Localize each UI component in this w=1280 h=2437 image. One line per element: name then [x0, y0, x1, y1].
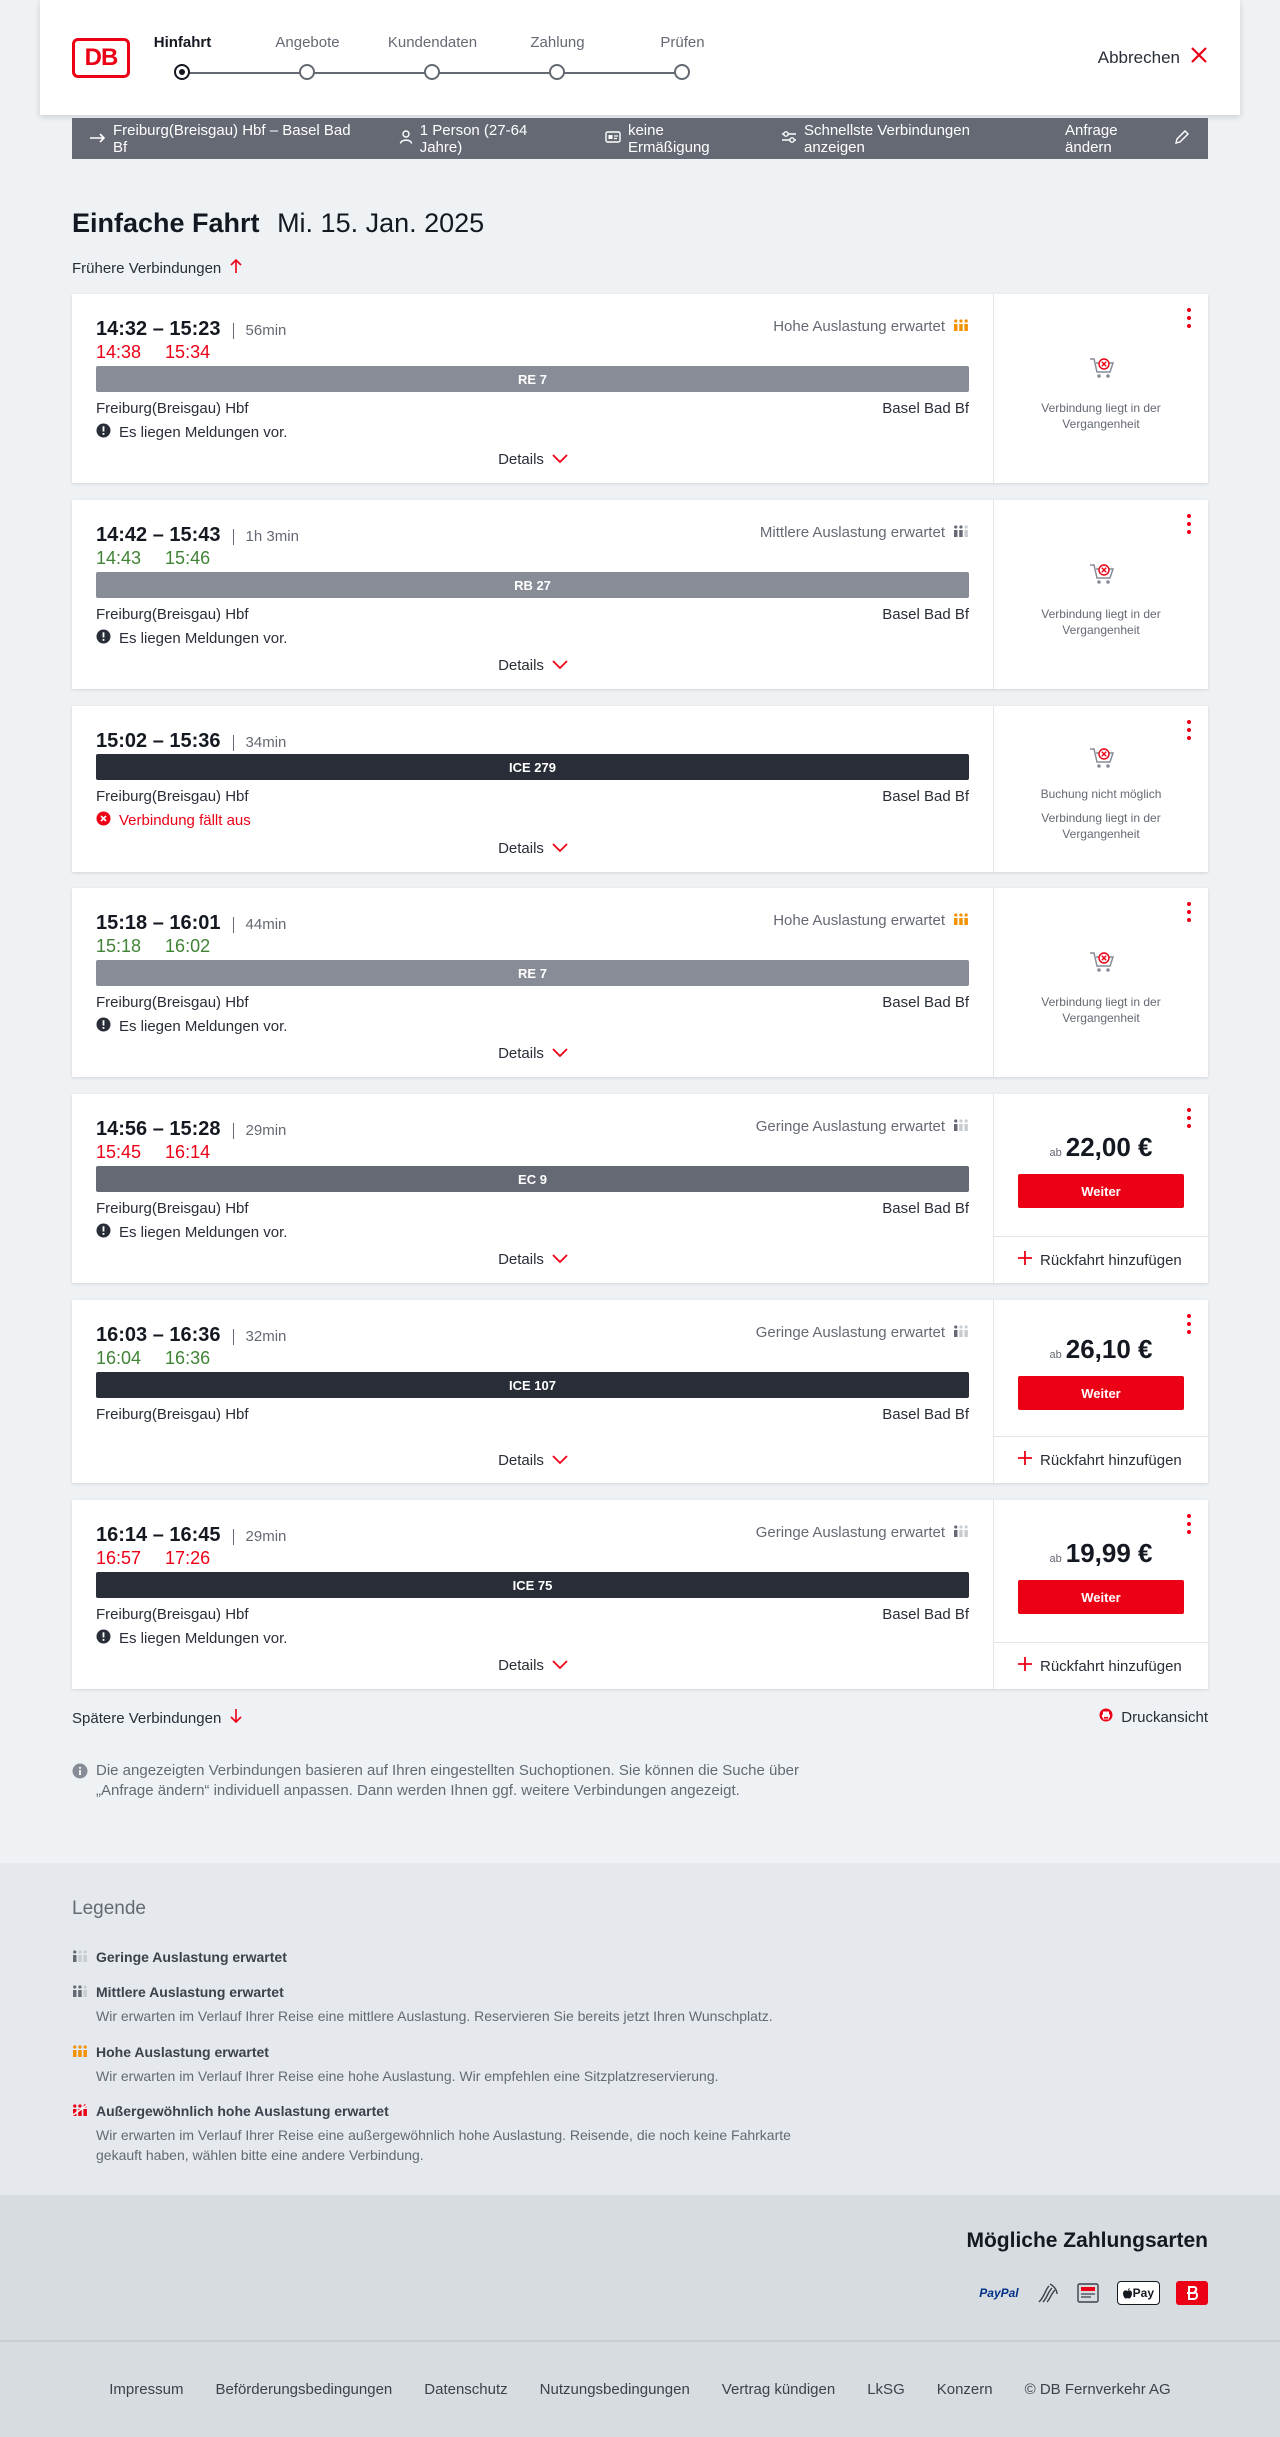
continue-button[interactable]: Weiter	[1018, 1580, 1184, 1614]
connection-message	[96, 629, 287, 648]
occupancy-text: Mittlere Auslastung erwartet	[759, 524, 945, 541]
add-return-label: Rückfahrt hinzufügen	[1040, 1657, 1182, 1675]
realtime-departure: 16:57	[96, 1548, 142, 1568]
connection-message	[96, 423, 287, 442]
contactless-payment-icon	[1035, 2281, 1059, 2305]
connection-card	[72, 1500, 1208, 1689]
step-hinfahrt: Hinfahrt	[153, 34, 212, 51]
legend-item	[72, 2044, 836, 2086]
occupancy-high-icon	[953, 318, 969, 335]
realtime-times	[96, 1548, 210, 1569]
connection-times	[96, 1324, 286, 1347]
message-text: Es liegen Meldungen vor.	[119, 1630, 288, 1647]
connection-message	[96, 1017, 287, 1036]
offer-panel	[994, 294, 1208, 483]
occupancy-extreme-icon	[72, 2103, 88, 2119]
realtime-arrival: 16:02	[165, 936, 211, 956]
arrival-station: Basel Bad Bf	[882, 400, 969, 417]
paypal-label: PayPal	[979, 2286, 1019, 2300]
planned-times: 16:03 – 16:36	[96, 1324, 221, 1346]
realtime-arrival: 16:36	[165, 1348, 211, 1368]
departure-station: Freiburg(Breisgau) Hbf	[96, 788, 249, 805]
details-label: Details	[498, 1251, 544, 1268]
details-toggle[interactable]	[72, 657, 994, 674]
planned-times: 16:14 – 16:45	[96, 1524, 221, 1546]
chevron-down-icon	[552, 1251, 568, 1268]
add-return-trip-button[interactable]	[994, 1642, 1208, 1689]
connection-times	[96, 318, 286, 341]
route-summary[interactable]	[90, 122, 366, 156]
cart-unavailable-icon	[1089, 950, 1115, 977]
details-toggle[interactable]	[72, 1452, 994, 1469]
occupancy-medium-icon	[953, 524, 969, 541]
occupancy-indicator	[756, 1524, 969, 1541]
add-return-trip-button[interactable]	[994, 1236, 1208, 1283]
offer-panel	[994, 888, 1208, 1077]
past-connection-text: Verbindung liegt in der Vergangenheit	[1041, 607, 1161, 637]
price	[994, 1334, 1208, 1365]
occupancy-low-icon	[72, 1949, 88, 1965]
connection-times	[96, 524, 299, 547]
departure-station: Freiburg(Breisgau) Hbf	[96, 400, 249, 417]
legend-item-desc: Wir erwarten im Verlauf Ihrer Reise eine außergewöhnlich hohe Auslastung. Reisende, die noch keine Fahrkarte gekauft haben, wählen bitte eine andere Verbindung.	[96, 2127, 791, 2163]
planned-times: 14:32 – 15:23	[96, 318, 221, 340]
occupancy-text: Geringe Auslastung erwartet	[755, 1324, 945, 1341]
exclamation-icon	[96, 1017, 111, 1036]
add-return-label: Rückfahrt hinzufügen	[1040, 1251, 1182, 1269]
train-line-bar[interactable]: RB 27	[96, 572, 969, 598]
cancelled-icon	[96, 811, 111, 830]
connection-info	[72, 500, 994, 689]
realtime-times	[96, 1348, 210, 1369]
legend-title: Legende	[72, 1898, 146, 1919]
payment-methods-section	[0, 2195, 1280, 2340]
arrival-station: Basel Bad Bf	[882, 994, 969, 1011]
route-text: Freiburg(Breisgau) Hbf – Basel Bad Bf	[113, 121, 351, 156]
details-toggle[interactable]	[72, 840, 994, 857]
step-dot-hinfahrt	[174, 64, 190, 80]
details-label: Details	[498, 1045, 544, 1062]
stations-row	[96, 788, 969, 805]
occupancy-low-icon	[953, 1118, 969, 1135]
pencil-icon	[1174, 129, 1190, 149]
arrow-down-icon	[229, 1708, 243, 1728]
chevron-down-icon	[552, 657, 568, 674]
message-text: Verbindung fällt aus	[119, 812, 251, 829]
close-icon	[1190, 46, 1208, 69]
realtime-departure: 16:04	[96, 1348, 142, 1368]
earlier-label: Frühere Verbindungen	[72, 259, 222, 277]
apple-pay-label: Pay	[1132, 2286, 1154, 2300]
step-dot-pruefen	[674, 64, 690, 80]
trip-type: Einfache Fahrt	[72, 208, 260, 238]
footer	[0, 2340, 1280, 2437]
exclamation-icon	[96, 423, 111, 442]
connection-times	[96, 1524, 286, 1547]
cart-unavailable-icon	[1089, 746, 1115, 773]
occupancy-text: Hohe Auslastung erwartet	[773, 318, 945, 335]
legend-item-title: Mittlere Auslastung erwartet	[96, 1984, 284, 2000]
connection-info	[72, 1500, 994, 1689]
departure-station: Freiburg(Breisgau) Hbf	[96, 606, 249, 623]
realtime-arrival: 15:46	[165, 548, 211, 568]
details-toggle[interactable]	[72, 1657, 994, 1674]
legend-item	[72, 1949, 287, 1965]
step-dot-zahlung	[549, 64, 565, 80]
duration: 29min	[233, 1529, 287, 1545]
connection-card	[72, 888, 1208, 1077]
duration: 44min	[233, 917, 287, 933]
occupancy-high-icon	[953, 912, 969, 929]
legend-item	[72, 2103, 836, 2165]
header	[40, 0, 1240, 115]
discount-summary[interactable]	[605, 122, 748, 156]
footer-link-nutzungsbedingungen[interactable]: Nutzungsbedingungen	[539, 2381, 690, 2398]
print-view-link[interactable]	[1099, 1708, 1208, 1726]
add-return-label: Rückfahrt hinzufügen	[1040, 1451, 1182, 1469]
connection-info	[72, 1300, 994, 1483]
connection-info	[72, 706, 994, 872]
past-connection-text: Verbindung liegt in der Vergangenheit	[1041, 995, 1161, 1025]
occupancy-indicator	[756, 1118, 969, 1135]
stations-row	[96, 994, 969, 1011]
footer-link-befoerderungsbedingungen[interactable]: Beförderungsbedingungen	[215, 2381, 393, 2398]
payment-icons	[979, 2281, 1208, 2305]
departure-station: Freiburg(Breisgau) Hbf	[96, 1200, 249, 1217]
later-connections-link[interactable]	[72, 1708, 243, 1728]
more-options-icon[interactable]	[1186, 1314, 1192, 1334]
past-connection-text: Verbindung liegt in der Vergangenheit	[1041, 811, 1161, 841]
message-text: Es liegen Meldungen vor.	[119, 630, 288, 647]
legend-item-title: Hohe Auslastung erwartet	[96, 2044, 269, 2060]
more-options-icon[interactable]	[1186, 720, 1192, 740]
occupancy-indicator	[773, 318, 969, 335]
realtime-departure: 15:45	[96, 1142, 142, 1162]
step-dot-angebote	[299, 64, 315, 80]
fastest-toggle[interactable]	[781, 122, 1032, 156]
arrival-station: Basel Bad Bf	[882, 1406, 969, 1423]
price	[994, 1538, 1208, 1569]
db-logo[interactable]: DB	[72, 38, 130, 78]
details-toggle[interactable]	[72, 1045, 994, 1062]
planned-times: 15:18 – 16:01	[96, 912, 221, 934]
offer-panel	[994, 1094, 1208, 1283]
price	[994, 1132, 1208, 1163]
occupancy-low-icon	[953, 1524, 969, 1541]
exclamation-icon	[96, 1223, 111, 1242]
plus-icon	[1018, 1451, 1032, 1469]
offer-panel	[994, 1500, 1208, 1689]
train-line-bar[interactable]: EC 9	[96, 1166, 969, 1192]
legend-item-title: Außergewöhnlich hohe Auslastung erwartet	[96, 2103, 389, 2119]
paypal-icon	[979, 2281, 1018, 2305]
cancel-button[interactable]	[1098, 46, 1208, 69]
connection-card	[72, 706, 1208, 872]
footer-link-impressum[interactable]: Impressum	[109, 2381, 184, 2398]
persons-summary[interactable]	[399, 122, 572, 156]
details-label: Details	[498, 657, 544, 674]
fastest-text: Schnellste Verbindungen anzeigen	[803, 121, 970, 156]
stations-row	[96, 1406, 969, 1423]
legend-item-desc: Wir erwarten im Verlauf Ihrer Reise eine hohe Auslastung. Wir empfehlen eine Sitzplatzreservierung.	[96, 2068, 719, 2084]
planned-times: 15:02 – 15:36	[96, 730, 221, 752]
legend-section	[0, 1863, 1280, 2195]
search-info-note	[72, 1761, 852, 1801]
offer-panel	[994, 500, 1208, 689]
realtime-times	[96, 342, 210, 363]
occupancy-indicator	[773, 912, 969, 929]
arrival-station: Basel Bad Bf	[882, 606, 969, 623]
connection-card	[72, 294, 1208, 483]
planned-times: 14:56 – 15:28	[96, 1118, 221, 1140]
departure-station: Freiburg(Breisgau) Hbf	[96, 994, 249, 1011]
stations-row	[96, 1606, 969, 1623]
stations-row	[96, 400, 969, 417]
details-toggle[interactable]	[72, 451, 994, 468]
arrival-station: Basel Bad Bf	[882, 788, 969, 805]
offer-panel	[994, 706, 1208, 872]
train-line-bar[interactable]: ICE 75	[96, 1572, 969, 1598]
connection-card	[72, 1300, 1208, 1483]
info-icon	[72, 1763, 88, 1785]
occupancy-text: Geringe Auslastung erwartet	[755, 1118, 945, 1135]
exclamation-icon	[96, 1629, 111, 1648]
connection-message	[96, 811, 251, 830]
past-connection-text: Verbindung liegt in der Vergangenheit	[1041, 401, 1161, 431]
footer-link-lksg[interactable]: LkSG	[867, 2381, 905, 2398]
occupancy-text: Hohe Auslastung erwartet	[773, 912, 945, 929]
price-prefix: ab	[1049, 1349, 1062, 1361]
occupancy-indicator	[756, 1324, 969, 1341]
change-request-text: Anfrage ändern	[1065, 121, 1118, 156]
connection-card	[72, 1094, 1208, 1283]
footer-link-datenschutz[interactable]: Datenschutz	[424, 2381, 508, 2398]
duration: 34min	[233, 735, 287, 751]
trip-date: Mi. 15. Jan. 2025	[277, 208, 485, 238]
occupancy-medium-icon	[72, 1984, 88, 2000]
chevron-down-icon	[552, 840, 568, 857]
step-kundendaten: Kundendaten	[387, 34, 478, 51]
stations-row	[96, 1200, 969, 1217]
continue-button[interactable]: Weiter	[1018, 1376, 1184, 1410]
price-value: 22,00 €	[1065, 1132, 1153, 1162]
change-request-button[interactable]	[1065, 122, 1190, 156]
departure-station: Freiburg(Breisgau) Hbf	[96, 1606, 249, 1623]
arrival-station: Basel Bad Bf	[882, 1200, 969, 1217]
connection-info	[72, 888, 994, 1077]
booking-stepper	[153, 34, 762, 84]
more-options-icon[interactable]	[1186, 514, 1192, 534]
step-zahlung: Zahlung	[530, 34, 585, 51]
plus-icon	[1018, 1657, 1032, 1675]
duration: 56min	[233, 323, 287, 339]
stations-row	[96, 606, 969, 623]
train-line-bar[interactable]: ICE 279	[96, 754, 969, 780]
details-toggle[interactable]	[72, 1251, 994, 1268]
discount-text: keine Ermäßigung	[627, 121, 710, 156]
occupancy-high-icon	[72, 2044, 88, 2060]
cart-unavailable-icon	[1089, 356, 1115, 383]
connection-times	[96, 1118, 286, 1141]
cancel-label: Abbrechen	[1097, 47, 1180, 67]
connection-card	[72, 500, 1208, 689]
connection-message	[96, 1223, 287, 1242]
earlier-connections-link[interactable]	[72, 258, 243, 278]
chevron-down-icon	[552, 451, 568, 468]
realtime-times	[96, 936, 210, 957]
message-text: Es liegen Meldungen vor.	[119, 1224, 288, 1241]
filter-sliders-icon	[781, 130, 797, 148]
occupancy-text: Geringe Auslastung erwartet	[755, 1524, 945, 1541]
details-label: Details	[498, 451, 544, 468]
more-options-icon[interactable]	[1186, 902, 1192, 922]
step-dot-kundendaten	[424, 64, 440, 80]
train-line-bar[interactable]: ICE 107	[96, 1372, 969, 1398]
planned-times: 14:42 – 15:43	[96, 524, 221, 546]
realtime-arrival: 15:34	[165, 342, 211, 362]
realtime-times	[96, 1142, 210, 1163]
departure-station: Freiburg(Breisgau) Hbf	[96, 1406, 249, 1423]
price-prefix: ab	[1049, 1553, 1062, 1565]
details-label: Details	[498, 840, 544, 857]
chevron-down-icon	[552, 1045, 568, 1062]
persons-text: 1 Person (27-64 Jahre)	[419, 121, 528, 156]
realtime-departure: 14:43	[96, 548, 142, 568]
price-prefix: ab	[1049, 1147, 1062, 1159]
step-angebote: Angebote	[275, 34, 340, 51]
train-line-bar[interactable]: RE 7	[96, 960, 969, 986]
footer-copyright: © DB Fernverkehr AG	[1024, 2381, 1171, 2398]
connection-info	[72, 294, 994, 483]
chevron-down-icon	[552, 1657, 568, 1674]
realtime-departure: 15:18	[96, 936, 142, 956]
arrow-right-icon	[90, 130, 106, 147]
connection-times	[96, 912, 286, 935]
details-label: Details	[498, 1657, 544, 1674]
offer-panel	[994, 1300, 1208, 1483]
info-text: Die angezeigten Verbindungen basieren auf Ihren eingestellten Suchoptionen. Sie können die Suche über „Anfrage ändern“ individuell anpassen. Dann werden Ihnen ggf. weitere Verbindungen angezeigt.	[96, 1762, 800, 1799]
more-options-icon[interactable]	[1186, 1514, 1192, 1534]
more-options-icon[interactable]	[1186, 1108, 1192, 1128]
search-summary-bar	[72, 118, 1208, 159]
duration: 29min	[233, 1123, 287, 1139]
connection-message	[96, 1629, 287, 1648]
realtime-times	[96, 548, 210, 569]
price-value: 26,10 €	[1065, 1334, 1153, 1364]
realtime-arrival: 16:14	[165, 1142, 211, 1162]
duration: 32min	[233, 1329, 287, 1345]
legend-item	[72, 1984, 836, 2026]
plus-icon	[1018, 1251, 1032, 1269]
payment-title: Mögliche Zahlungsarten	[966, 2229, 1208, 2252]
details-label: Details	[498, 1452, 544, 1469]
printer-icon	[1099, 1708, 1113, 1726]
train-line-bar[interactable]: RE 7	[96, 366, 969, 392]
footer-link-konzern[interactable]: Konzern	[936, 2381, 993, 2398]
occupancy-low-icon	[953, 1324, 969, 1341]
occupancy-indicator	[760, 524, 969, 541]
add-return-trip-button[interactable]	[994, 1436, 1208, 1483]
realtime-departure: 14:38	[96, 342, 142, 362]
arrival-station: Basel Bad Bf	[882, 1606, 969, 1623]
duration: 1h 3min	[233, 529, 299, 545]
message-text: Es liegen Meldungen vor.	[119, 424, 288, 441]
booking-not-possible-text: Buchung nicht möglich	[1040, 787, 1162, 801]
sepa-direct-debit-icon	[1075, 2281, 1101, 2305]
connection-info	[72, 1094, 994, 1283]
cart-unavailable-icon	[1089, 562, 1115, 589]
footer-link-vertrag-kuendigen[interactable]: Vertrag kündigen	[721, 2381, 836, 2398]
legend-item-title: Geringe Auslastung erwartet	[96, 1949, 287, 1965]
legend-item-desc: Wir erwarten im Verlauf Ihrer Reise eine mittlere Auslastung. Reservieren Sie bereits jetzt Ihren Wunschplatz.	[96, 2008, 773, 2024]
db-bonus-icon	[1176, 2281, 1208, 2305]
person-icon	[399, 130, 413, 148]
arrow-up-icon	[229, 258, 243, 278]
message-text: Es liegen Meldungen vor.	[119, 1018, 288, 1035]
step-pruefen: Prüfen	[660, 34, 705, 51]
discount-card-icon	[605, 130, 621, 147]
chevron-down-icon	[552, 1452, 568, 1469]
connection-times	[96, 730, 286, 753]
continue-button[interactable]: Weiter	[1018, 1174, 1184, 1208]
print-label: Druckansicht	[1121, 1708, 1208, 1726]
realtime-arrival: 17:26	[165, 1548, 211, 1568]
page-title	[72, 208, 484, 239]
later-label: Spätere Verbindungen	[72, 1709, 222, 1727]
more-options-icon[interactable]	[1186, 308, 1192, 328]
price-value: 19,99 €	[1065, 1538, 1153, 1568]
apple-pay-icon	[1117, 2281, 1160, 2305]
exclamation-icon	[96, 629, 111, 648]
